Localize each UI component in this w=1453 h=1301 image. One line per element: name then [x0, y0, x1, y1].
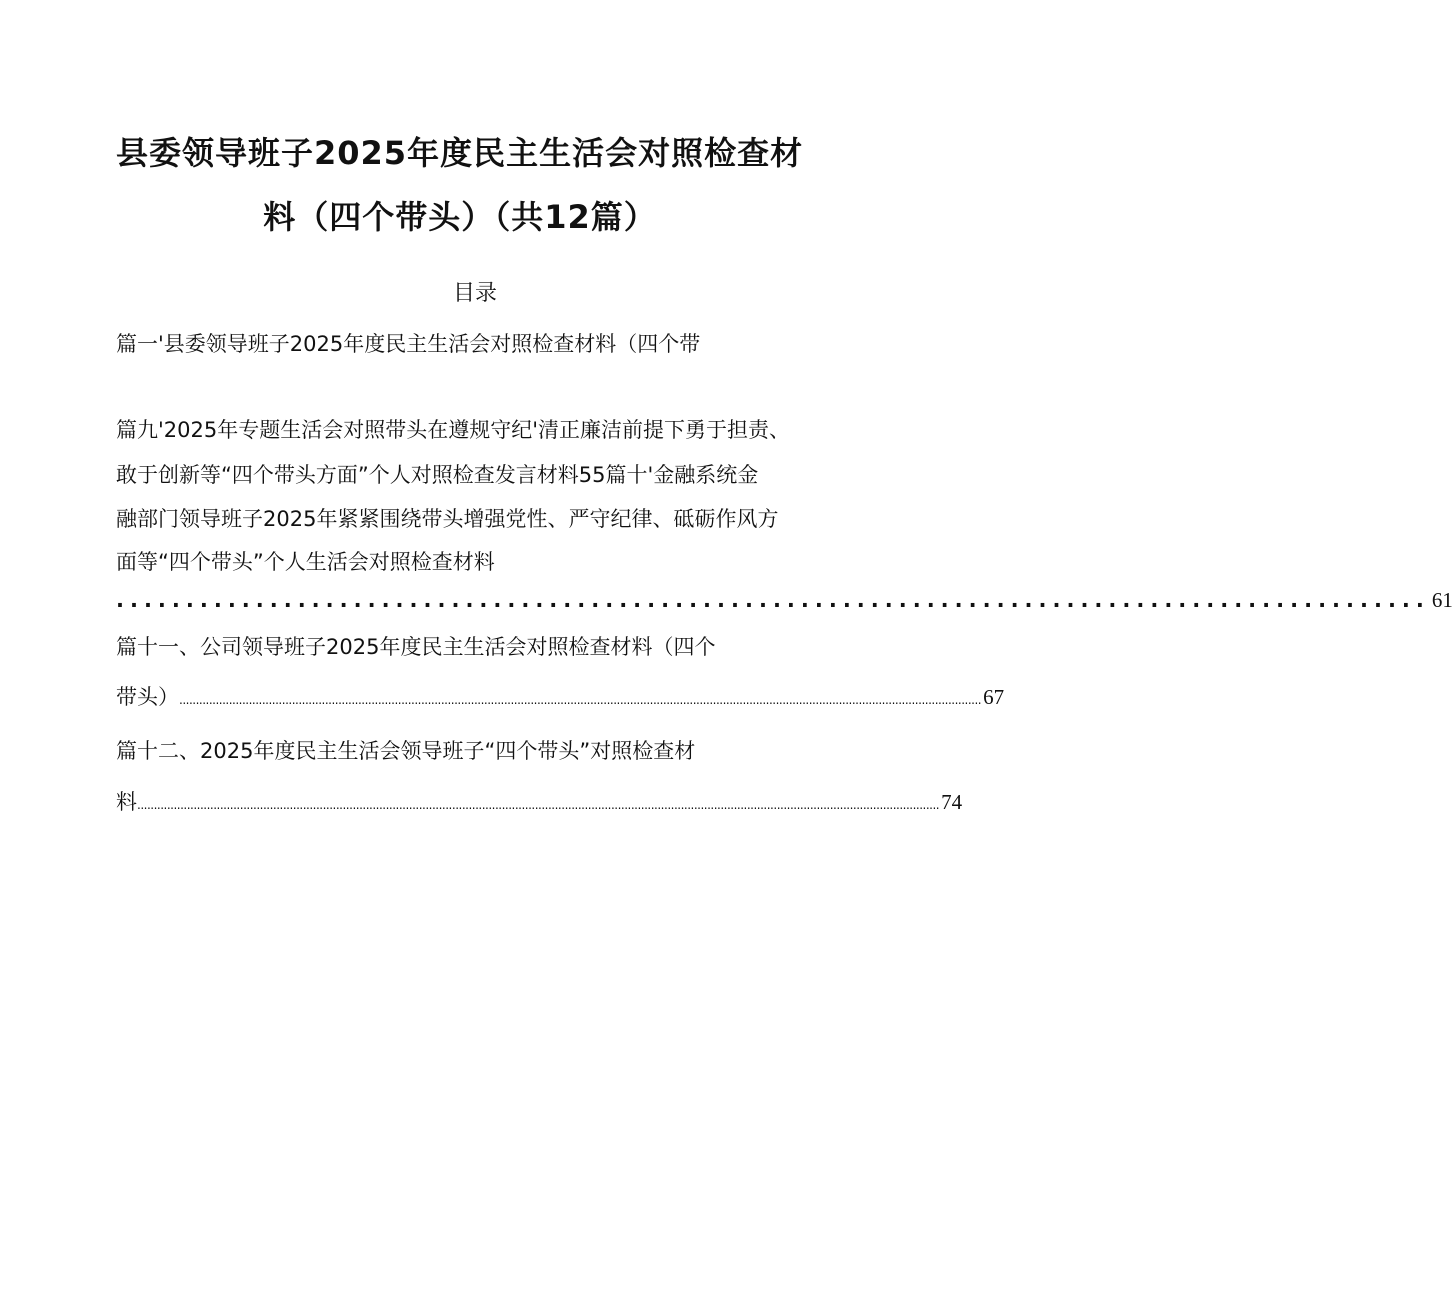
toc-entry-9-line-4[interactable]: 面等“四个带头”个人生活会对照检查材料 — [116, 550, 495, 574]
dot-leader: .............................................................................................. — [116, 588, 1430, 612]
toc-entry-9-line-2[interactable]: 敢于创新等“四个带头方面”个人对照检查发言材料55篇十'金融系统金 — [116, 463, 759, 487]
document-title-line-2: 料（四个带头）（共12篇） — [263, 198, 657, 236]
toc-entry-11-line-2: 带头） — [116, 685, 179, 709]
toc-entry-10-leader-row[interactable] — [116, 588, 1453, 613]
toc-entry-9-line-3[interactable]: 融部门领导班子2025年紧紧围绕带头增强党性、严守纪律、砥砺作风方 — [116, 507, 779, 531]
toc-entry-12-line-2: 料 — [116, 790, 137, 814]
dot-leader: .................................................................................................................................................................................................................................................. — [137, 798, 940, 812]
toc-entry-1[interactable]: 篇一'县委领导班子2025年度民主生活会对照检查材料（四个带 — [116, 332, 701, 356]
toc-entry-11-line-2-row[interactable] — [116, 681, 1005, 711]
toc-entry-12-line-1[interactable]: 篇十二、2025年度民主生活会领导班子“四个带头”对照检查材 — [116, 739, 696, 763]
toc-entry-12-line-2-row[interactable] — [116, 786, 963, 816]
toc-entry-11-line-1[interactable]: 篇十一、公司领导班子2025年度民主生活会对照检查材料（四个 — [116, 635, 716, 659]
toc-heading: 目录 — [452, 281, 497, 306]
page-number: 67 — [983, 685, 1005, 709]
dot-leader: .................................................................................................................................................................................................................................................. — [179, 693, 982, 707]
page-number: 74 — [941, 790, 963, 814]
document-title-line-1: 县委领导班子2025年度民主生活会对照检查材 — [116, 134, 804, 172]
toc-entry-9-line-1[interactable]: 篇九'2025年专题生活会对照带头在遵规守纪'清正廉洁前提下勇于担责、 — [116, 418, 790, 442]
page-number: 61 — [1431, 588, 1453, 612]
